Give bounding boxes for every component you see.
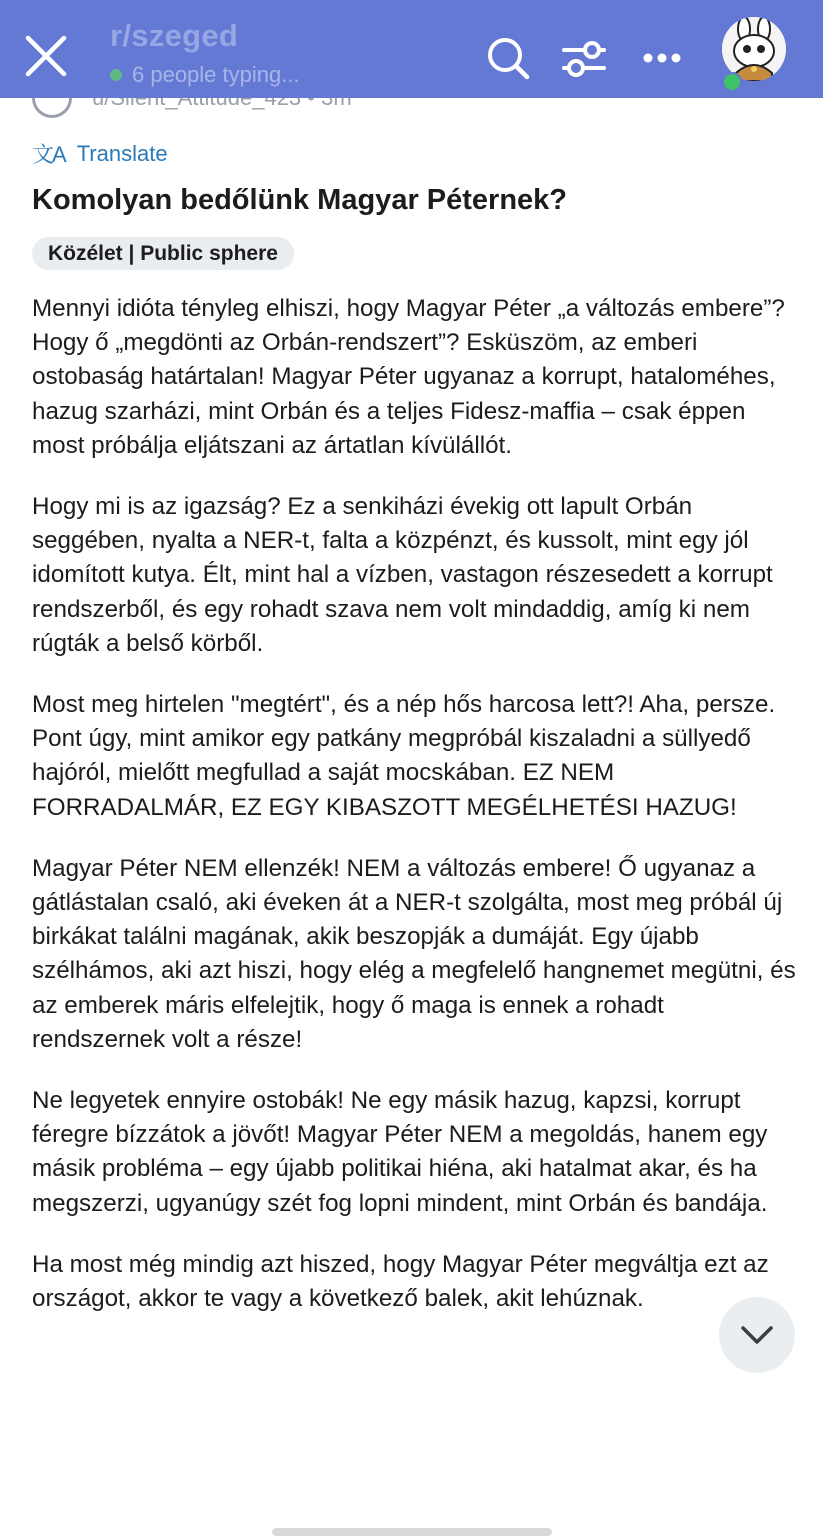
- top-app-bar: [0, 0, 823, 98]
- post-paragraph: Hogy mi is az igazság? Ez a senkiházi évekig ott lapult Orbán seggében, nyalta a NER-t, falta a közpénzt, és kussolt, mint egy jól idomított kutya. Élt, mint hal a vízben, vastagon részesedett a korrupt rendszerből, és egy rohadt szava nem volt mindaddig, amíg ki nem rúgták a belső körből.: [32, 493, 773, 657]
- typing-status-text: 6 people typing...: [132, 62, 300, 87]
- more-options-button[interactable]: [638, 34, 686, 82]
- close-button[interactable]: [20, 30, 72, 82]
- post-flair[interactable]: Közélet | Public sphere: [32, 237, 294, 270]
- post-paragraph: Most meg hirtelen "megtért", és a nép hős harcosa lett?! Aha, persze. Pont úgy, mint amikor egy patkány megpróbál kiszaladni a süllyedő hajóról, mielőtt megfullad a saját mocskában. EZ NEM FORRADALMÁR, EZ EGY KIBASZOTT MEGÉLHETÉSI HAZUG!: [32, 691, 776, 821]
- typing-indicator: [110, 62, 300, 88]
- close-icon: [20, 30, 72, 82]
- search-button[interactable]: [484, 34, 532, 82]
- more-icon: [638, 34, 686, 82]
- post-paragraph: Ha most még mindig azt hiszed, hogy Magyar Péter megváltja ezt az országot, akkor te vagy a következő balek, akit lehúznak.: [32, 1250, 769, 1313]
- scroll-down-button[interactable]: [719, 1297, 795, 1373]
- post-paragraph: Mennyi idióta tényleg elhiszi, hogy Magyar Péter „a változás embere”? Hogy ő „megdönti az Orbán-rendszert”? Esküszöm, az emberi ostobaság határtalan! Magyar Péter ugyanaz a korrupt, hataloméhes, hazug szarházi, mint Orbán és a teljes Fidesz-maffia – csak éppen most próbálja eljátszani az ártatlan kívülállót.: [32, 295, 785, 459]
- chevron-down-icon: [737, 1315, 777, 1355]
- online-dot: [110, 69, 122, 81]
- search-icon: [484, 34, 532, 82]
- post-title: Komolyan bedőlünk Magyar Péternek?: [32, 184, 568, 216]
- subreddit-name[interactable]: r/szeged: [110, 18, 239, 53]
- filter-icon: [560, 34, 608, 82]
- home-indicator: [272, 1528, 552, 1536]
- post-paragraph: Magyar Péter NEM ellenzék! NEM a változás embere! Ő ugyanaz a gátlástalan csaló, aki éveken át a NER-t szolgálta, most meg próbál új birkákat találni magának, akik beszopják a dumáját. Egy újabb szélhámos, aki azt hiszi, hogy elég a megfelelő hangnemet megütni, és az emberek máris elfelejtik, hogy ő maga is ennek a rohadt rendszernek volt a része!: [32, 854, 796, 1053]
- translate-label: Translate: [76, 140, 168, 166]
- post-body: [32, 292, 797, 1343]
- translate-icon: 文A: [32, 142, 65, 167]
- post-paragraph: Ne legyetek ennyire ostobák! Ne egy másik hazug, kapzsi, korrupt féregre bízzátok a jövőt! Magyar Péter NEM a megoldás, hanem egy másik probléma – egy újabb politikai hiéna, aki hatalmat akar, és ha megszerzi, ugyanúgy szét fog lopni mindent, mint Orbán és bandája.: [32, 1087, 768, 1217]
- filter-button[interactable]: [560, 34, 608, 82]
- online-status-badge: [722, 72, 742, 92]
- translate-button[interactable]: [32, 138, 168, 169]
